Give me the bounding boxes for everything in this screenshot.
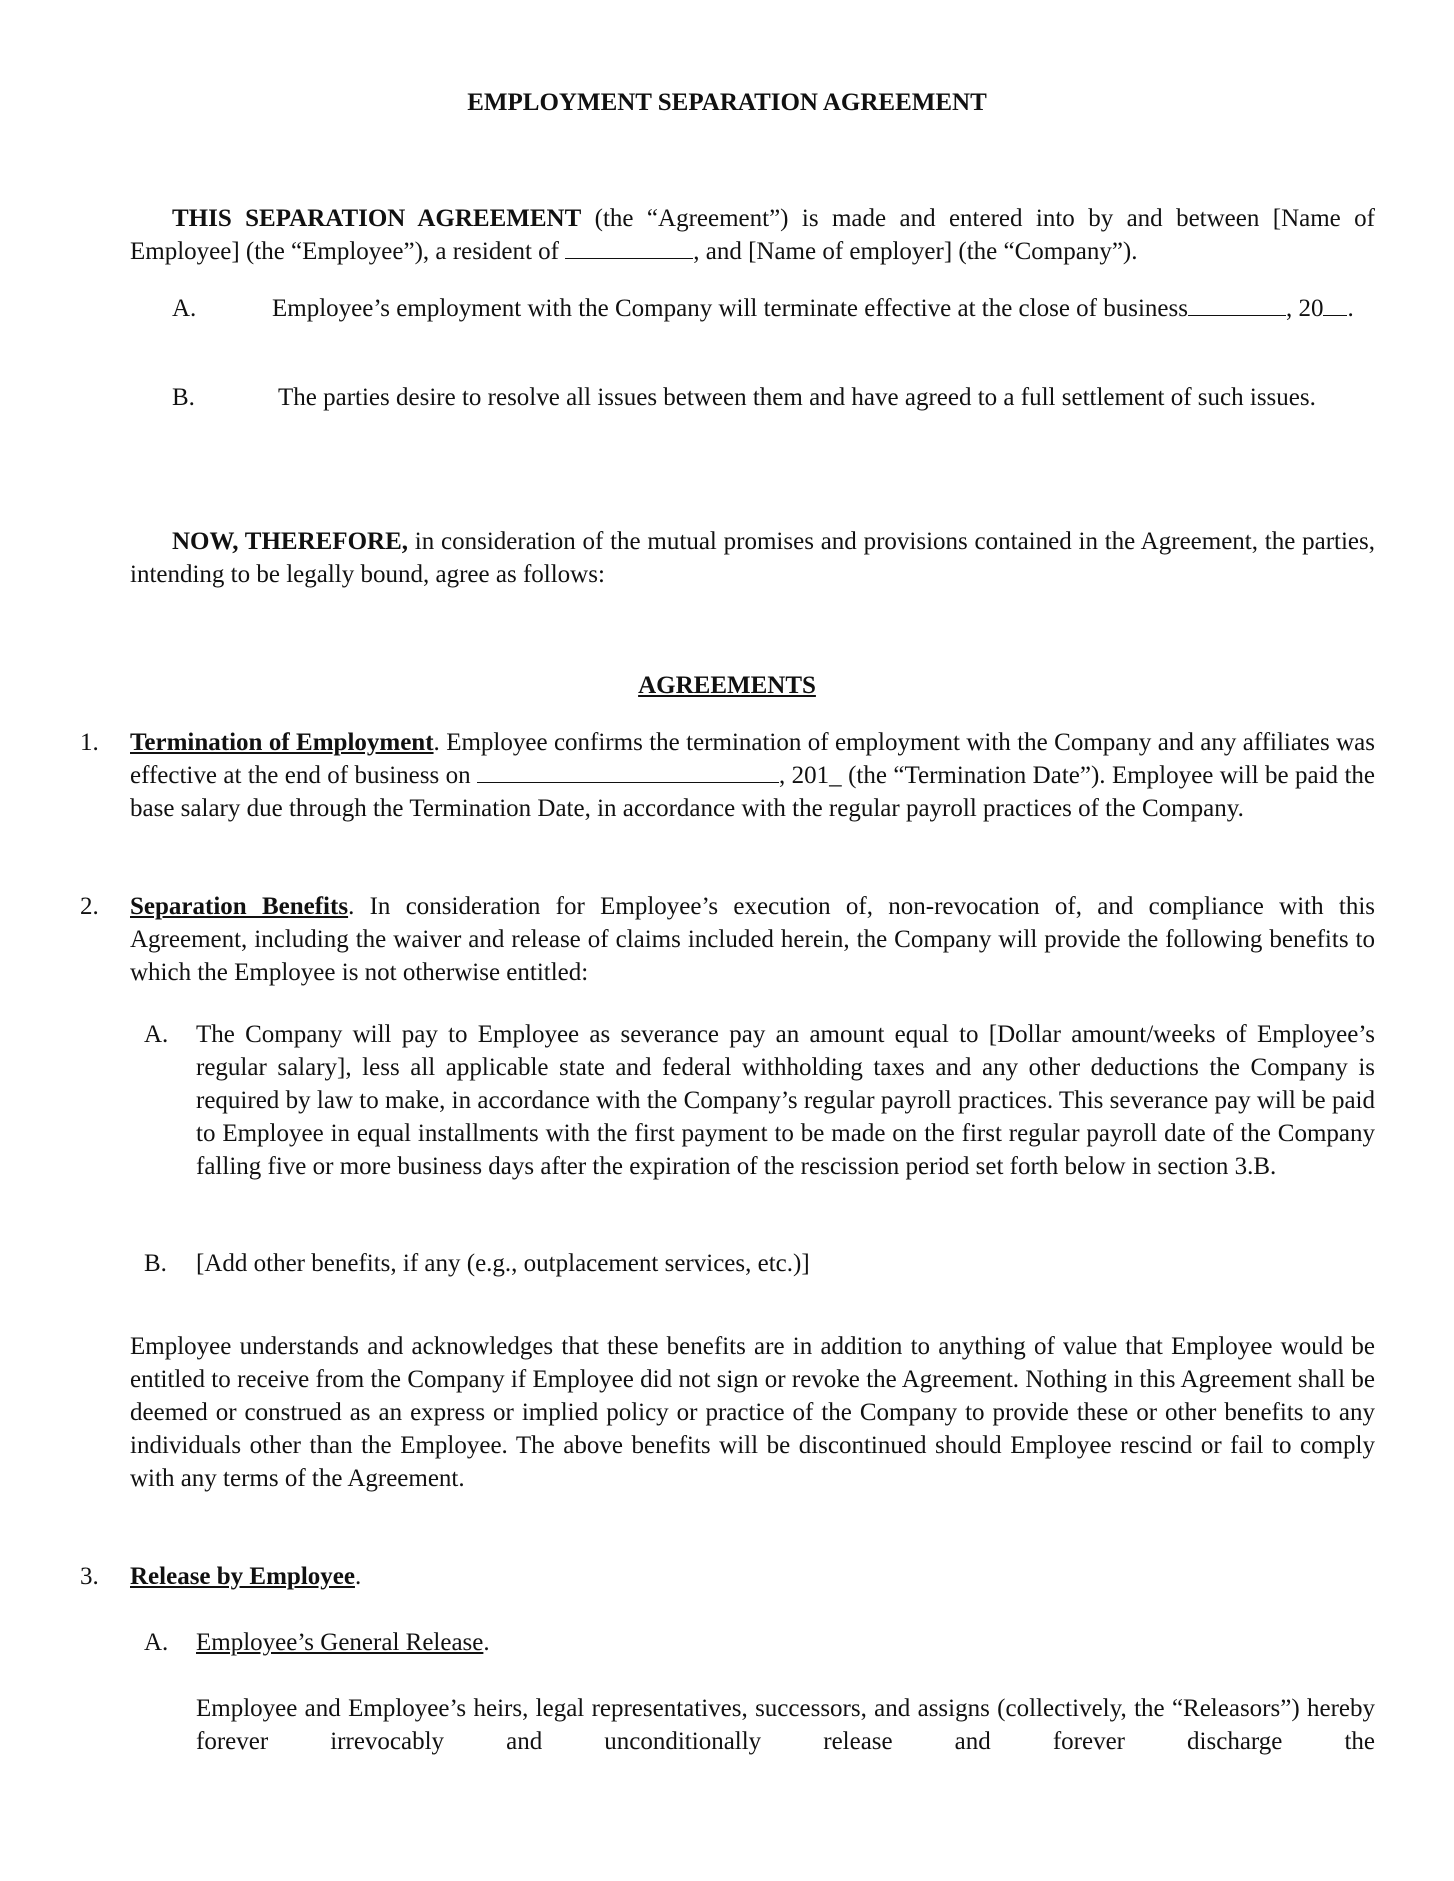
section-2 — [80, 890, 1375, 990]
section-2-sub-b-label: B. — [144, 1250, 167, 1277]
section-2-sub-a-label: A. — [144, 1021, 169, 1048]
section-2-sub-a-text: The Company will pay to Employee as severance pay an amount equal to [Dollar amount/weeks of Employee’s regular salary], less all applicable state and federal withholding taxes and any other deductions the Company is required by law to make, in accordance with the Company’s regular payroll practices. This severance pay will be paid to Employee in equal installments with the first payment to be made on the first regular payroll date of the Company falling five or more business days after the expiration of the rescission period set forth below in section 3.B. — [196, 1021, 1375, 1180]
section-1-text-1: . Employee confirms the termination of employment with the Company and any affiliates was effective at the end of business on — [130, 729, 1376, 789]
now-therefore-lead: NOW, THEREFORE, — [172, 528, 409, 555]
intro-text-1: (the “Agreement”) is made and entered into by and between [Name of Employee] (the “Employee”), a resident of — [130, 205, 1375, 265]
recital-b — [172, 381, 1375, 447]
intro-paragraph — [130, 202, 1375, 268]
now-therefore-paragraph — [130, 525, 1375, 591]
recital-a-text-3: . — [1347, 295, 1354, 322]
recital-b-text: The parties desire to resolve all issues between them and have agreed to a full settlement of such issues. — [278, 384, 1316, 411]
section-3-sub-a — [144, 1626, 1375, 1660]
recital-a-label: A. — [172, 295, 197, 322]
section-3 — [80, 1560, 1375, 1594]
recital-a — [172, 292, 1375, 358]
business-date-blank — [477, 760, 779, 783]
section-3-sub-a-label: A. — [144, 1629, 169, 1656]
section-2-text: . In consideration for Employee’s execution of, non-revocation of, and compliance with this Agreement, including the waiver and release of claims included herein, the Company will provide the following benefits to which the Employee is not otherwise entitled: — [130, 893, 1375, 986]
recital-b-label: B. — [172, 384, 195, 411]
now-therefore-text: in consideration of the mutual promises and provisions contained in the Agreement, the parties, intending to be legally bound, agree as follows: — [130, 528, 1375, 588]
section-2-sub-b — [144, 1247, 1375, 1281]
section-3-heading-suffix: . — [354, 1563, 362, 1590]
intro-lead: THIS SEPARATION AGREEMENT — [172, 205, 582, 232]
section-1-heading: Termination of Employment — [130, 729, 434, 756]
section-2-number: 2. — [80, 893, 99, 920]
section-3-number: 3. — [80, 1563, 99, 1590]
section-2-body — [130, 890, 1375, 989]
section-3-sub-a-heading: Employee’s General Release — [196, 1629, 484, 1656]
section-1-body — [130, 726, 1375, 825]
year-blank — [1323, 293, 1347, 316]
section-3-sub-a-heading-suffix: . — [483, 1629, 490, 1656]
section-3-body — [130, 1560, 1375, 1593]
recital-a-text — [272, 292, 1375, 325]
termination-date-blank — [1188, 293, 1286, 316]
section-3-heading: Release by Employee — [130, 1563, 355, 1590]
section-1-text-2: , 201_ (the “Termination Date”). Employee will be paid the base salary due through the Termination Date, in accordance with the regular payroll practices of the Company. — [130, 762, 1375, 822]
recital-a-text-2: , 20 — [1285, 295, 1324, 322]
section-3-sub-a-heading-wrap — [196, 1626, 1375, 1659]
agreements-heading: AGREEMENTS — [638, 672, 816, 699]
section-2-sub-a — [144, 1018, 1375, 1218]
document-title: EMPLOYMENT SEPARATION AGREEMENT — [467, 89, 987, 116]
section-2-sub-b-text: [Add other benefits, if any (e.g., outplacement services, etc.)] — [196, 1250, 810, 1277]
section-1 — [80, 726, 1375, 858]
section-2-heading: Separation Benefits — [130, 893, 349, 920]
section-1-number: 1. — [80, 729, 99, 756]
resident-blank — [565, 236, 693, 259]
intro-text-2: , and [Name of employer] (the “Company”). — [693, 238, 1138, 265]
section-2-closing: Employee understands and acknowledges that these benefits are in addition to anything of value that Employee would be entitled to receive from the Company if Employee did not sign or revoke the Agreement. Nothing in this Agreement shall be deemed or construed as an express or implied policy or practice of the Company to provide these or other benefits to any individuals other than the Employee. The above benefits will be discontinued should Employee rescind or fail to comply with any terms of the Agreement. — [130, 1333, 1375, 1492]
recital-a-text-1: Employee’s employment with the Company will terminate effective at the close of business — [272, 295, 1188, 322]
section-3-sub-a-text: Employee and Employee’s heirs, legal representatives, successors, and assigns (collectively, the “Releasors”) hereby forever irrevocably and unconditionally release and forever discharge the — [196, 1695, 1375, 1755]
